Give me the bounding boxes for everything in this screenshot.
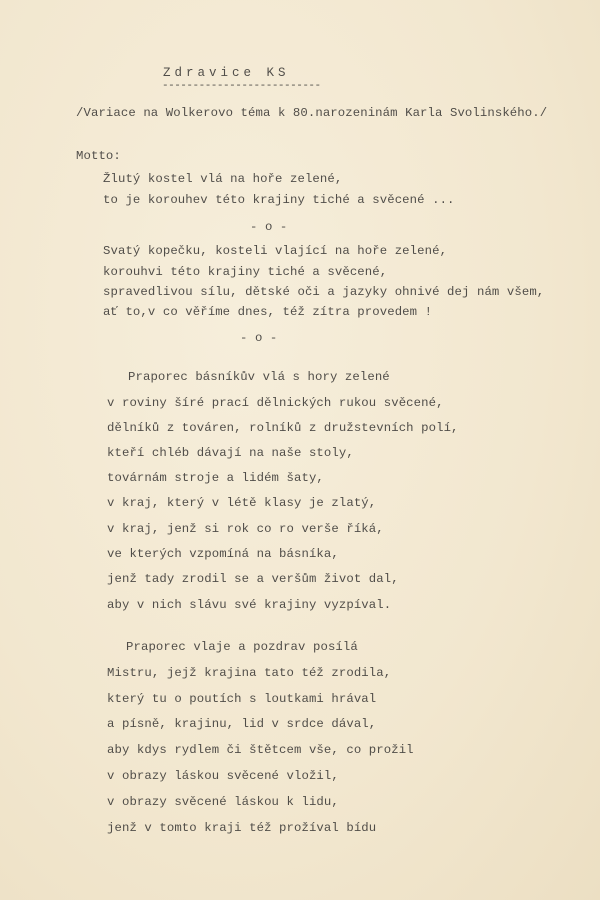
stanza-line: v kraj, jenž si rok co ro verše říká, [107,522,384,536]
title-underline: -------------------------- [162,80,321,92]
section-separator: - o - [250,220,288,234]
stanza-line: který tu o poutích s loutkami hrával [107,692,377,706]
stanza-line: továrnám stroje a lidém šaty, [107,471,324,485]
stanza-line: jenž tady zrodil se a veršům život dal, [107,572,399,586]
stanza-line: Mistru, jejž krajina tato též zrodila, [107,666,392,680]
stanza-line: Svatý kopečku, kosteli vlající na hoře zelené, [103,244,448,258]
section-separator: - o - [240,331,278,345]
stanza-line: aby v nich slávu své krajiny vyzpíval. [107,598,392,612]
stanza-line: ve kterých vzpomíná na básníka, [107,547,339,561]
motto-line: to je korouhev této krajiny tiché a svěcené ... [103,193,455,207]
motto-label: Motto: [76,149,121,163]
stanza-line: a písně, krajinu, lid v srdce dával, [107,717,377,731]
motto-line: Žlutý kostel vlá na hoře zelené, [103,172,343,186]
stanza-line: Praporec básníkův vlá s hory zelené [128,370,390,384]
stanza-line: v obrazy láskou svěcené vložil, [107,769,339,783]
stanza-line: v kraj, který v létě klasy je zlatý, [107,496,377,510]
poem-title: Zdravice KS [163,66,290,80]
stanza-line: v obrazy svěcené láskou k lidu, [107,795,339,809]
stanza-line: kteří chléb dávají na naše stoly, [107,446,354,460]
stanza-line: v roviny šíré prací dělnických rukou svěcené, [107,396,444,410]
poem-subtitle: /Variace na Wolkerovo téma k 80.narozeninám Karla Svolinského./ [76,106,548,120]
stanza-line: spravedlivou sílu, dětské oči a jazyky ohnivé dej nám všem, [103,285,545,299]
stanza-line: jenž v tomto kraji též prožíval bídu [107,821,377,835]
stanza-line: korouhvi této krajiny tiché a svěcené, [103,265,388,279]
stanza-line: aby kdys rydlem či štětcem vše, co prožil [107,743,414,757]
stanza-line: Praporec vlaje a pozdrav posílá [126,640,358,654]
stanza-line: ať to,v co věříme dnes, též zítra provedem ! [103,305,433,319]
stanza-line: dělníků z továren, rolníků z družstevních polí, [107,421,459,435]
